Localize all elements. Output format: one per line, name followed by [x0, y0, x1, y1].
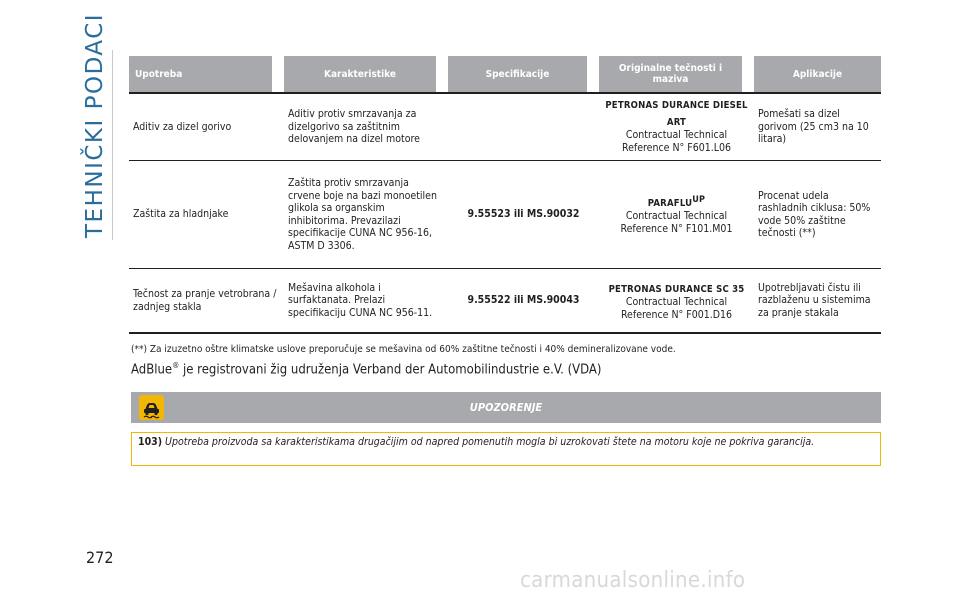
product-brand: PETRONAS DURANCE DIESEL ART [605, 100, 748, 128]
cell-specifikacije: 9.55523 ili MS.90032 [448, 160, 599, 268]
adblue-trademark-note: AdBlue® je registrovani žig udruženja Verband der Automobilindustrie e.V. (VDA) [131, 361, 602, 378]
section-divider [112, 50, 113, 240]
header-originalne-tecnosti: Originalne tečnosti i maziva [599, 56, 754, 92]
table-row [129, 268, 881, 334]
warning-text: Upotreba proizvoda sa karakteristikama drugačijim od napred pomenutih mogla bi uzrokovati štete na motoru koje ne pokriva garancija. [165, 436, 815, 448]
cell-karakteristike: Mešavina alkohola i surfaktanata. Prelazi specifikaciju CUNA NC 956-11. [284, 268, 448, 334]
warning-box [131, 432, 881, 466]
header-specifikacije: Specifikacije [448, 56, 599, 92]
table-header-row [129, 56, 881, 92]
table-footnote: (**) Za izuzetno oštre klimatske uslove preporučuje se mešavina od 60% zaštitne tečnosti i 40% demineralizovane vode. [131, 344, 676, 355]
section-title: TEHNIČKI PODACI [82, 12, 108, 238]
product-reference: Contractual Technical Reference N° F601.L06 [621, 129, 732, 154]
cell-aplikacije: Upotrebljavati čistu ili razblaženu u sistemima za pranje stakala [754, 268, 881, 334]
page-number: 272 [86, 548, 114, 567]
cell-original-fluid [599, 268, 754, 334]
product-brand: $PARAFLU^{UP}$ [647, 194, 706, 209]
cell-aplikacije: Procenat udela rashladnih ciklusa: 50% vode 50% zaštitne tečnosti (**) [754, 160, 881, 268]
cell-upotreba: Aditiv za dizel gorivo [129, 92, 284, 160]
cell-original-fluid [599, 160, 754, 268]
fluids-table [129, 56, 881, 334]
header-aplikacije: Aplikacije [754, 56, 881, 92]
warning-title: UPOZORENJE [469, 401, 543, 414]
cell-specifikacije: 9.55522 ili MS.90043 [448, 268, 599, 334]
header-upotreba: Upotreba [129, 56, 284, 92]
cell-upotreba: Tečnost za pranje vetrobrana / zadnjeg stakla [129, 268, 284, 334]
car-skid-warning-icon [139, 395, 164, 420]
warning-number: 103) [138, 436, 163, 448]
cell-upotreba: Zaštita za hladnjake [129, 160, 284, 268]
product-reference: Contractual Technical Reference N° F101.M01 [620, 210, 733, 235]
watermark: carmanualsonline.info [520, 568, 746, 593]
warning-header [131, 392, 881, 423]
product-reference: Contractual Technical Reference N° F001.D16 [620, 296, 733, 321]
cell-specifikacije [448, 92, 599, 160]
cell-karakteristike: Zaštita protiv smrzavanja crvene boje na bazi monoetilen glikola sa organskim inhibitorima. Prevazilazi specifikacije CUNA NC 956-16, ASTM D 3306. [284, 160, 448, 268]
table-row [129, 92, 881, 160]
cell-aplikacije: Pomešati sa dizel gorivom (25 cm3 na 10 litara) [754, 92, 881, 160]
product-brand: PETRONAS DURANCE SC 35 [608, 283, 745, 295]
header-karakteristike: Karakteristike [284, 56, 448, 92]
table-row [129, 160, 881, 268]
cell-original-fluid [599, 92, 754, 160]
cell-karakteristike: Aditiv protiv smrzavanja za dizelgorivo sa zaštitnim delovanjem na dizel motore [284, 92, 448, 160]
